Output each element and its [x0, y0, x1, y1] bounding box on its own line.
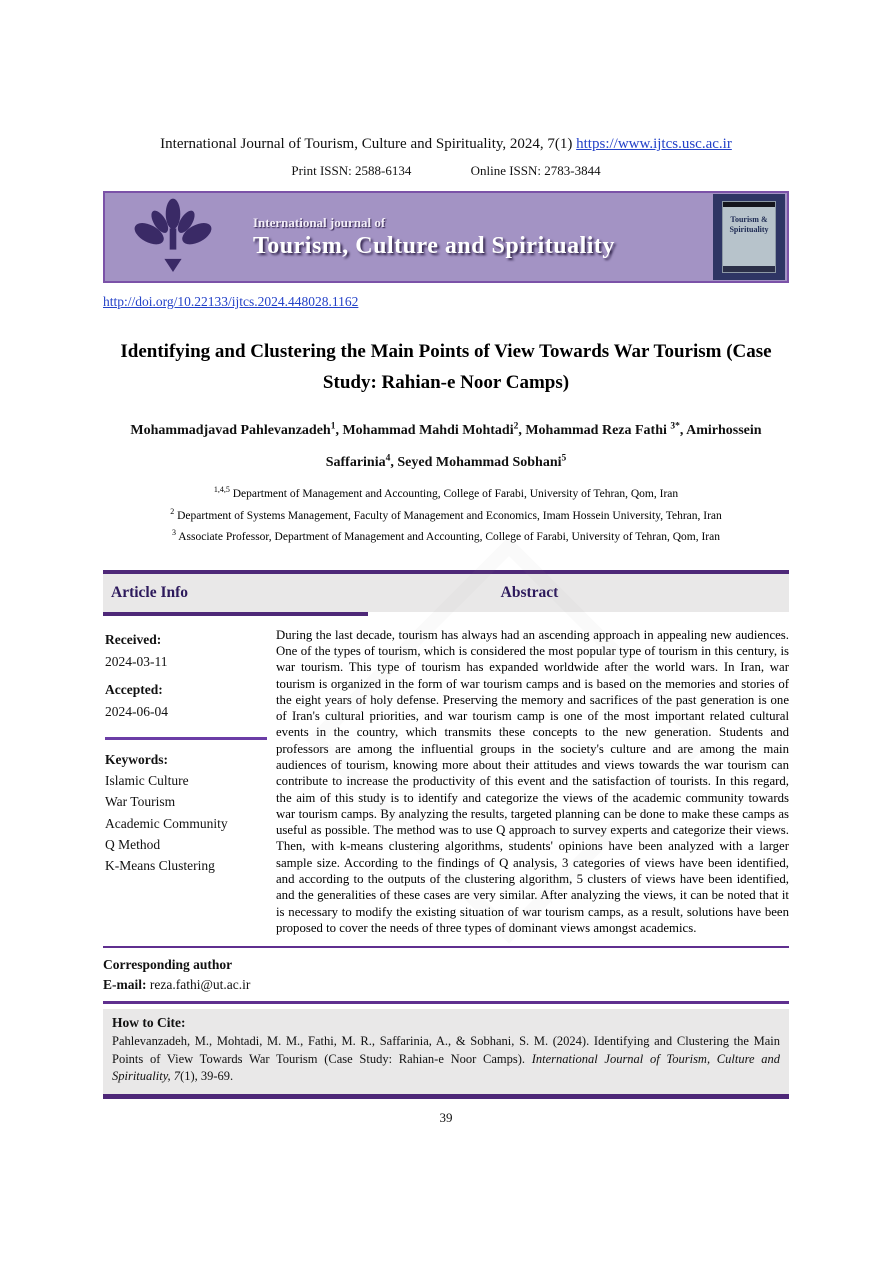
author-superscript: 5	[561, 453, 567, 464]
paper-title: Identifying and Clustering the Main Points of View Towards War Tourism (Case Study: Rahian-e Noor Camps)	[120, 341, 772, 394]
journal-header	[103, 0, 789, 153]
abstract-header: Abstract	[500, 583, 559, 601]
how-to-cite-label: How to Cite:	[112, 1015, 186, 1031]
author-superscript: 2	[513, 421, 519, 432]
author: Mohammad Mahdi Mohtadi$^2$,	[342, 421, 526, 438]
affiliation-superscript: 2	[170, 506, 175, 516]
how-to-cite-block	[103, 1009, 789, 1099]
article-info-header: Article Info	[111, 583, 189, 601]
journal-header-line: International Journal of Tourism, Culture and Spirituality, 2024, 7(1)	[160, 136, 573, 152]
keyword: Islamic Culture	[105, 772, 189, 788]
received-date: 2024-03-11	[105, 653, 168, 669]
citation-plain: Pahlevanzadeh, M., Mohtadi, M. M., Fathi, M. R., Saffarinia, A., & Sobhani, S. M. (2024). Identifying and Clustering the Main Points of View Towards War Tourism (Case Study: Rahian-e Noor Camps).	[112, 1034, 780, 1066]
accepted-date: 2024-06-04	[105, 704, 168, 720]
journal-banner	[103, 191, 789, 283]
page-number: 39	[439, 1110, 453, 1125]
abstract-column	[270, 616, 789, 937]
journal-website-link[interactable]: https://www.ijtcs.usc.ac.ir	[576, 136, 732, 152]
affiliation-superscript: 1,4,5	[213, 485, 230, 495]
keyword: Q Method	[105, 836, 161, 852]
email-value: reza.fathi@ut.ac.ir	[146, 976, 251, 992]
banner-small-title: International journal of	[253, 214, 386, 230]
abstract-text: During the last decade, tourism has always had an ascending approach in appealing new audiences. One of the types of tourism, which is considered the most popular type of tourism in this century, is war tourism. This type of tourism has expanded worldwide after the world wars. In Iran, war tourism is organized in the form of war tourism camps and is based on the memories and stories of the eight years of holy defense. Preserving the memory and sacrifices of the past generation is one of Iran's cultural priorities, and war tourism camp is one of the most important related cultural events in the country, which transmits these concepts to the new generation. Students and professors are among the influential groups in the society's culture and are among the main audiences of tourism, knowing more about their attitudes and views towards the war tourism can contribute to increase the productivity of this event and the satisfaction of tourists. In this regard, the aim of this study is to identify and categorize the views of the academic community towards war tourism camps. By analyzing the results, targeted planning can be done to make these camps as useful as possible. The method was to use Q approach to survey experts and categorize their views. Then, with k-means clustering algorithms, students' opinions have been analyzed with a larger sample size. According to the findings of Q analysis, 3 categories of views have been identified, and according to the outputs of the clustering algorithm, 5 clusters of views have been identified, and the generalities of these cases are very similar. After analyzing the views, it can be noted that it is necessary to modify the existing situation of war tourism camps, as a result, solutions have been proposed to cover the needs of three types of dominant views amongst academics.	[276, 627, 789, 935]
author-superscript: 3*	[670, 421, 680, 432]
author: Amirhossein Saffarinia$^4$,	[325, 422, 762, 470]
citation-italic: International Journal of Tourism, Culture and Spirituality, 7	[112, 1051, 780, 1084]
banner-titles	[253, 215, 615, 260]
author: Mohammadjavad Pahlevanzadeh$^1$,	[130, 421, 343, 438]
received-label: Received:	[105, 631, 162, 647]
affiliation-line: $^2$ Department of Systems Management, Faculty of Management and Economics, Imam Hossein University, Tehran, Iran	[170, 506, 722, 522]
keyword: War Tourism	[105, 794, 176, 810]
email-label: E-mail:	[103, 976, 147, 992]
corresponding-author-block	[103, 955, 789, 994]
cover-title: Tourism & Spirituality	[729, 215, 769, 234]
print-issn: Print ISSN: 2588-6134	[291, 163, 412, 178]
corresponding-email-line	[103, 975, 789, 995]
author: Seyed Mohammad Sobhani$^5$	[397, 453, 567, 470]
citation-tail: (1), 39-69.	[180, 1069, 234, 1084]
banner-big-title: Tourism, Culture and Spirituality	[253, 232, 615, 259]
accepted-label: Accepted:	[105, 682, 163, 698]
keyword: Academic Community	[105, 815, 228, 831]
table-body-row	[103, 616, 789, 937]
journal-cover-page	[722, 201, 776, 273]
doi-link[interactable]: http://doi.org/10.22133/ijtcs.2024.448028.1162	[103, 294, 359, 309]
divider-after-abstract	[103, 946, 789, 948]
doi-line	[103, 294, 789, 310]
journal-cover-thumbnail	[713, 194, 785, 280]
affiliation-superscript: 3	[172, 528, 176, 538]
issn-line	[103, 163, 789, 179]
divider-before-cite	[103, 1001, 789, 1004]
table-header-row	[103, 574, 789, 612]
article-info-table	[103, 570, 789, 937]
author: Mohammad Reza Fathi $^{3*}$,	[525, 421, 687, 438]
online-issn: Online ISSN: 2783-3844	[470, 163, 601, 178]
authors-line	[103, 415, 789, 479]
author-superscript: 1	[330, 421, 336, 432]
journal-logo	[127, 194, 219, 280]
cover-top-bar	[723, 202, 775, 207]
article-info-column	[103, 616, 270, 937]
citation-text	[112, 1033, 780, 1086]
affiliation-line: $^3$ Associate Professor, Department of Management and Accounting, College of Farabi, University of Tehran, Qom, Iran	[172, 528, 720, 543]
affiliations	[103, 483, 789, 548]
lotus-logo-icon	[133, 194, 213, 280]
corresponding-author-label: Corresponding author	[103, 957, 233, 973]
author-superscript: 4	[385, 453, 391, 464]
cover-bottom-bar	[723, 266, 775, 272]
keywords-divider	[105, 737, 267, 740]
keyword: K-Means Clustering	[105, 858, 215, 874]
keywords-list	[105, 770, 264, 877]
affiliation-line: $^{1,4,5}$ Department of Management and Accounting, College of Farabi, University of Tehran, Qom, Iran	[213, 485, 679, 500]
keywords-label: Keywords:	[105, 751, 168, 767]
